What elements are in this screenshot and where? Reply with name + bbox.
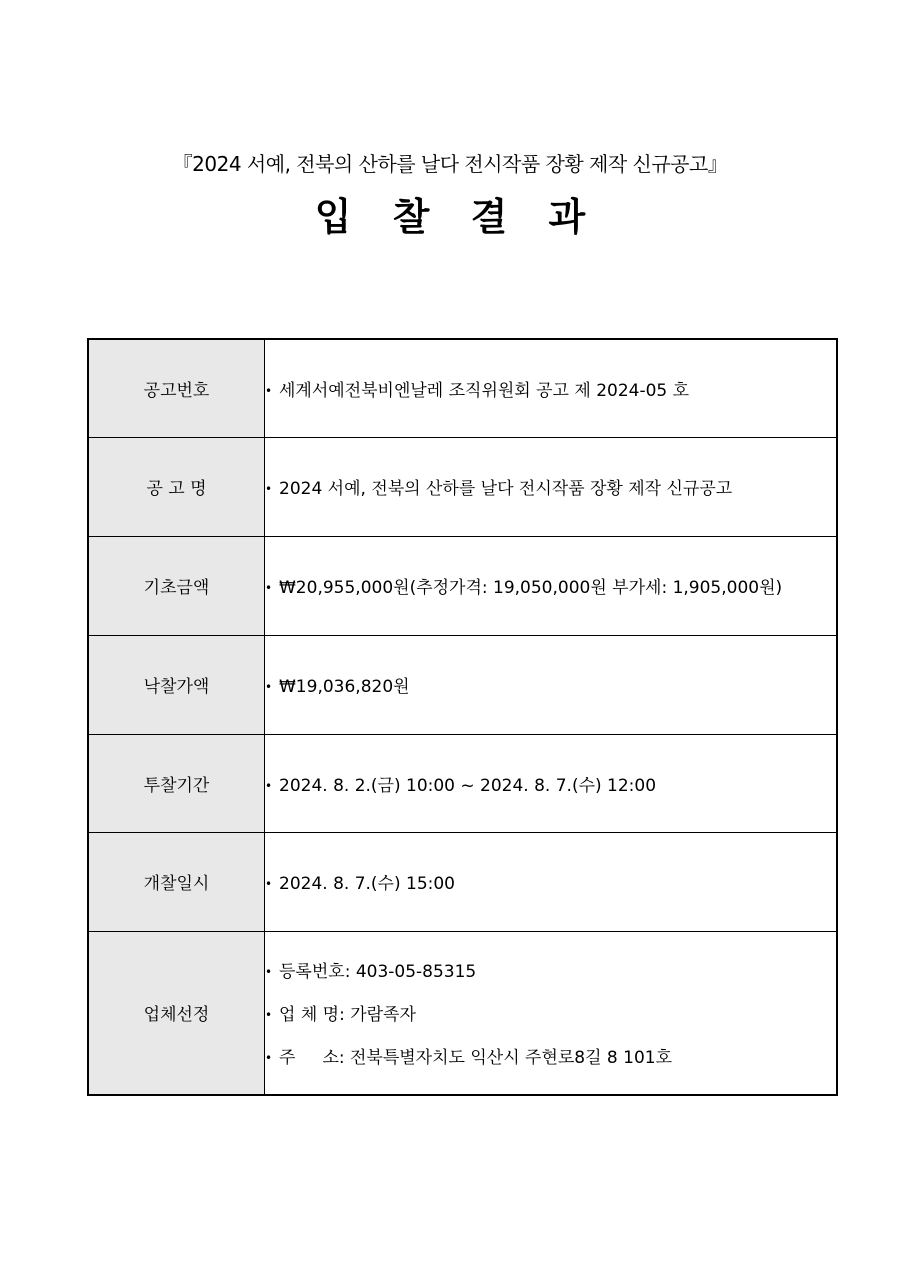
opening-date-text: 2024. 8. 7.(수) 15:00 xyxy=(279,874,455,894)
page-title: 입 찰 결 과 xyxy=(314,195,586,239)
winning-bid-text: ₩19,036,820원 xyxy=(279,677,410,697)
row-label-vendor: 업체선정 xyxy=(88,931,265,1095)
row-value-opening-date xyxy=(265,832,838,931)
vendor-registration-line xyxy=(265,957,836,982)
bid-result-table xyxy=(87,338,838,1096)
bullet-icon: • xyxy=(265,1051,273,1066)
row-label-opening-date: 개찰일시 xyxy=(88,832,265,931)
base-amount-text: ₩20,955,000원(추정가격: 19,050,000원 부가세: 1,905,000원) xyxy=(279,578,783,598)
row-value-winning-bid xyxy=(265,635,838,734)
bid-period-text: 2024. 8. 2.(금) 10:00 ~ 2024. 8. 7.(수) 12:00 xyxy=(279,775,657,796)
bullet-icon: • xyxy=(265,877,273,891)
table-row xyxy=(88,734,837,832)
bullet-icon: • xyxy=(265,581,273,595)
row-value-notice-name xyxy=(265,437,838,536)
row-label-notice-name: 공 고 명 xyxy=(88,437,265,536)
table-row xyxy=(88,931,837,1095)
row-value-bid-period xyxy=(265,734,838,832)
table-row xyxy=(88,339,837,437)
table-row xyxy=(88,536,837,635)
vendor-name-text: 업 체 명: 가람족자 xyxy=(279,1005,416,1026)
row-label-bid-period: 투찰기간 xyxy=(88,734,265,832)
bullet-icon: • xyxy=(265,482,273,496)
bullet-icon: • xyxy=(265,680,273,694)
row-value-base-amount xyxy=(265,536,838,635)
bullet-icon: • xyxy=(265,383,273,398)
row-label-base-amount: 기초금액 xyxy=(88,536,265,635)
row-value-vendor xyxy=(265,931,838,1095)
row-label-notice-number: 공고번호 xyxy=(88,339,265,437)
row-label-winning-bid: 낙찰가액 xyxy=(88,635,265,734)
vendor-address-line xyxy=(265,1043,836,1068)
notice-subtitle: 『2024 서예, 전북의 산하를 날다 전시작품 장황 제작 신규공고』 xyxy=(172,152,728,176)
table-row xyxy=(88,832,837,931)
vendor-registration-text: 등록번호: 403-05-85315 xyxy=(279,962,477,983)
bullet-icon: • xyxy=(265,965,273,980)
vendor-address-text: 주 소: 전북특별자치도 익산시 주현로8길 8 101호 xyxy=(279,1048,673,1069)
bullet-icon: • xyxy=(265,778,273,793)
row-value-notice-number xyxy=(265,339,838,437)
vendor-name-line xyxy=(265,1000,836,1025)
bullet-icon: • xyxy=(265,1008,273,1023)
notice-name-text: 2024 서예, 전북의 산하를 날다 전시작품 장황 제작 신규공고 xyxy=(279,479,733,499)
table-row xyxy=(88,437,837,536)
table-row xyxy=(88,635,837,734)
notice-number-text: 세계서예전북비엔날레 조직위원회 공고 제 2024-05 호 xyxy=(279,380,690,401)
